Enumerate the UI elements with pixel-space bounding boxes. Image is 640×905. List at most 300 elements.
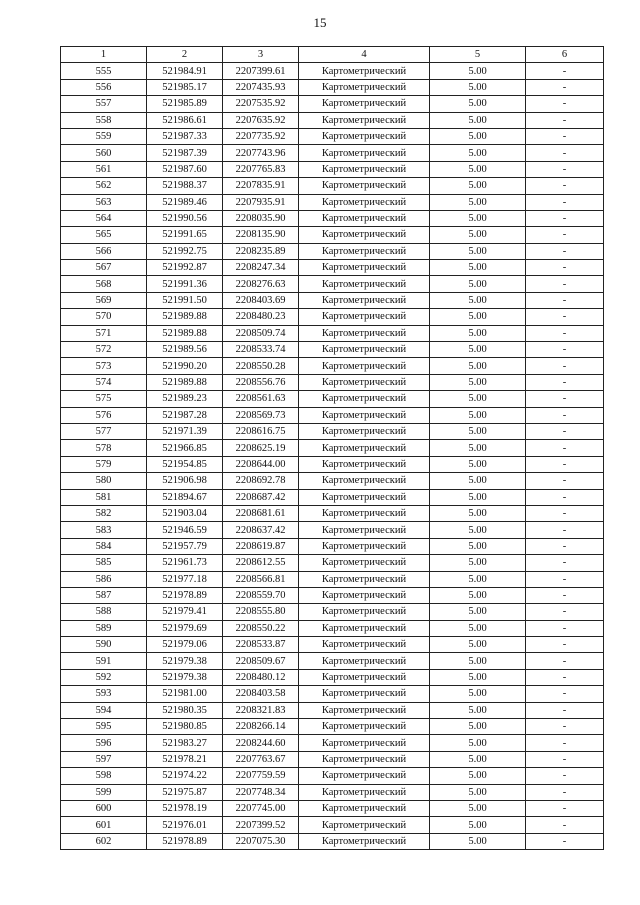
- cell-point-number: 557: [61, 96, 147, 112]
- cell-note: -: [526, 63, 604, 79]
- table-row: [61, 555, 604, 571]
- cell-coord-x: 521980.85: [147, 719, 223, 735]
- cell-note: -: [526, 833, 604, 849]
- cell-method: Картометрический: [299, 145, 430, 161]
- cell-method: Картометрический: [299, 751, 430, 767]
- cell-accuracy: 5.00: [430, 440, 526, 456]
- cell-method: Картометрический: [299, 686, 430, 702]
- cell-coord-x: 521979.41: [147, 604, 223, 620]
- cell-coord-y: 2208612.55: [223, 555, 299, 571]
- cell-point-number: 581: [61, 489, 147, 505]
- table-row: [61, 735, 604, 751]
- cell-coord-x: 521981.00: [147, 686, 223, 702]
- table-row: [61, 96, 604, 112]
- cell-accuracy: 5.00: [430, 358, 526, 374]
- cell-note: -: [526, 505, 604, 521]
- cell-accuracy: 5.00: [430, 817, 526, 833]
- cell-note: -: [526, 784, 604, 800]
- cell-point-number: 589: [61, 620, 147, 636]
- cell-method: Картометрический: [299, 800, 430, 816]
- cell-point-number: 556: [61, 79, 147, 95]
- cell-accuracy: 5.00: [430, 161, 526, 177]
- cell-point-number: 597: [61, 751, 147, 767]
- cell-method: Картометрический: [299, 292, 430, 308]
- cell-method: Картометрический: [299, 161, 430, 177]
- cell-method: Картометрический: [299, 702, 430, 718]
- cell-point-number: 567: [61, 260, 147, 276]
- cell-coord-x: 521980.35: [147, 702, 223, 718]
- cell-coord-x: 521984.91: [147, 63, 223, 79]
- cell-method: Картометрический: [299, 587, 430, 603]
- table-row: [61, 473, 604, 489]
- cell-coord-y: 2208619.87: [223, 538, 299, 554]
- cell-coord-y: 2208625.19: [223, 440, 299, 456]
- table-row: [61, 423, 604, 439]
- cell-coord-y: 2208687.42: [223, 489, 299, 505]
- cell-coord-x: 521989.56: [147, 342, 223, 358]
- coordinates-table: [60, 46, 604, 850]
- cell-note: -: [526, 292, 604, 308]
- cell-note: -: [526, 227, 604, 243]
- table-row: [61, 194, 604, 210]
- table-row: [61, 178, 604, 194]
- cell-coord-y: 2208480.23: [223, 309, 299, 325]
- cell-method: Картометрический: [299, 604, 430, 620]
- cell-method: Картометрический: [299, 833, 430, 849]
- cell-method: Картометрический: [299, 473, 430, 489]
- header-col-4: 4: [299, 47, 430, 63]
- cell-note: -: [526, 653, 604, 669]
- cell-note: -: [526, 309, 604, 325]
- header-col-3: 3: [223, 47, 299, 63]
- cell-method: Картометрический: [299, 112, 430, 128]
- cell-note: -: [526, 79, 604, 95]
- cell-coord-y: 2208035.90: [223, 210, 299, 226]
- cell-coord-x: 521990.56: [147, 210, 223, 226]
- cell-coord-x: 521990.20: [147, 358, 223, 374]
- cell-point-number: 574: [61, 374, 147, 390]
- cell-method: Картометрический: [299, 276, 430, 292]
- cell-point-number: 571: [61, 325, 147, 341]
- cell-note: -: [526, 768, 604, 784]
- cell-accuracy: 5.00: [430, 686, 526, 702]
- cell-point-number: 598: [61, 768, 147, 784]
- cell-note: -: [526, 358, 604, 374]
- table-row: [61, 342, 604, 358]
- cell-coord-x: 521978.21: [147, 751, 223, 767]
- cell-accuracy: 5.00: [430, 374, 526, 390]
- cell-note: -: [526, 440, 604, 456]
- cell-note: -: [526, 587, 604, 603]
- cell-accuracy: 5.00: [430, 79, 526, 95]
- cell-note: -: [526, 620, 604, 636]
- cell-coord-x: 521906.98: [147, 473, 223, 489]
- header-col-1: 1: [61, 47, 147, 63]
- cell-point-number: 562: [61, 178, 147, 194]
- table-row: [61, 79, 604, 95]
- cell-accuracy: 5.00: [430, 719, 526, 735]
- cell-accuracy: 5.00: [430, 735, 526, 751]
- header-col-2: 2: [147, 47, 223, 63]
- cell-note: -: [526, 128, 604, 144]
- cell-point-number: 585: [61, 555, 147, 571]
- cell-method: Картометрический: [299, 194, 430, 210]
- cell-point-number: 564: [61, 210, 147, 226]
- cell-accuracy: 5.00: [430, 227, 526, 243]
- cell-accuracy: 5.00: [430, 473, 526, 489]
- cell-accuracy: 5.00: [430, 505, 526, 521]
- cell-note: -: [526, 686, 604, 702]
- table-row: [61, 145, 604, 161]
- cell-coord-x: 521957.79: [147, 538, 223, 554]
- cell-accuracy: 5.00: [430, 260, 526, 276]
- cell-note: -: [526, 702, 604, 718]
- cell-accuracy: 5.00: [430, 112, 526, 128]
- cell-accuracy: 5.00: [430, 276, 526, 292]
- cell-point-number: 563: [61, 194, 147, 210]
- cell-coord-x: 521971.39: [147, 423, 223, 439]
- cell-method: Картометрический: [299, 571, 430, 587]
- table-row: [61, 505, 604, 521]
- cell-coord-y: 2208569.73: [223, 407, 299, 423]
- cell-coord-y: 2208480.12: [223, 669, 299, 685]
- cell-coord-x: 521978.19: [147, 800, 223, 816]
- cell-note: -: [526, 325, 604, 341]
- cell-accuracy: 5.00: [430, 342, 526, 358]
- cell-coord-x: 521989.23: [147, 391, 223, 407]
- cell-coord-y: 2207535.92: [223, 96, 299, 112]
- cell-accuracy: 5.00: [430, 489, 526, 505]
- cell-method: Картометрический: [299, 538, 430, 554]
- cell-method: Картометрический: [299, 817, 430, 833]
- table-row: [61, 538, 604, 554]
- table-row: [61, 833, 604, 849]
- cell-accuracy: 5.00: [430, 309, 526, 325]
- table-row: [61, 669, 604, 685]
- cell-point-number: 592: [61, 669, 147, 685]
- cell-coord-y: 2208644.00: [223, 456, 299, 472]
- cell-accuracy: 5.00: [430, 555, 526, 571]
- cell-accuracy: 5.00: [430, 538, 526, 554]
- table-row: [61, 800, 604, 816]
- cell-coord-y: 2208561.63: [223, 391, 299, 407]
- cell-note: -: [526, 374, 604, 390]
- table-row: [61, 686, 604, 702]
- cell-coord-y: 2207743.96: [223, 145, 299, 161]
- table-row: [61, 243, 604, 259]
- cell-note: -: [526, 555, 604, 571]
- cell-coord-y: 2208692.78: [223, 473, 299, 489]
- cell-accuracy: 5.00: [430, 620, 526, 636]
- cell-coord-y: 2208533.87: [223, 637, 299, 653]
- table-row: [61, 374, 604, 390]
- cell-method: Картометрический: [299, 440, 430, 456]
- table-row: [61, 358, 604, 374]
- cell-note: -: [526, 194, 604, 210]
- cell-note: -: [526, 538, 604, 554]
- cell-method: Картометрический: [299, 260, 430, 276]
- cell-note: -: [526, 161, 604, 177]
- table-row: [61, 276, 604, 292]
- cell-accuracy: 5.00: [430, 210, 526, 226]
- cell-note: -: [526, 522, 604, 538]
- table-row: [61, 325, 604, 341]
- cell-coord-x: 521988.37: [147, 178, 223, 194]
- page-number: 15: [313, 15, 327, 30]
- cell-point-number: 590: [61, 637, 147, 653]
- table-body: [61, 63, 604, 850]
- cell-coord-y: 2208135.90: [223, 227, 299, 243]
- cell-coord-x: 521979.38: [147, 669, 223, 685]
- cell-point-number: 600: [61, 800, 147, 816]
- cell-method: Картометрический: [299, 784, 430, 800]
- table-row: [61, 391, 604, 407]
- cell-method: Картометрический: [299, 407, 430, 423]
- cell-coord-x: 521987.33: [147, 128, 223, 144]
- cell-coord-y: 2207399.52: [223, 817, 299, 833]
- cell-note: -: [526, 391, 604, 407]
- cell-coord-y: 2207748.34: [223, 784, 299, 800]
- cell-accuracy: 5.00: [430, 243, 526, 259]
- cell-coord-y: 2208616.75: [223, 423, 299, 439]
- cell-note: -: [526, 112, 604, 128]
- cell-coord-x: 521992.75: [147, 243, 223, 259]
- cell-coord-y: 2208509.74: [223, 325, 299, 341]
- table-row: [61, 768, 604, 784]
- table-row: [61, 620, 604, 636]
- cell-accuracy: 5.00: [430, 194, 526, 210]
- cell-coord-y: 2207765.83: [223, 161, 299, 177]
- cell-method: Картометрический: [299, 96, 430, 112]
- cell-coord-y: 2207075.30: [223, 833, 299, 849]
- table-row: [61, 653, 604, 669]
- cell-accuracy: 5.00: [430, 800, 526, 816]
- cell-method: Картометрический: [299, 391, 430, 407]
- cell-accuracy: 5.00: [430, 522, 526, 538]
- cell-method: Картометрический: [299, 653, 430, 669]
- table-row: [61, 751, 604, 767]
- cell-method: Картометрический: [299, 719, 430, 735]
- cell-note: -: [526, 178, 604, 194]
- cell-coord-x: 521954.85: [147, 456, 223, 472]
- cell-accuracy: 5.00: [430, 456, 526, 472]
- cell-method: Картометрический: [299, 243, 430, 259]
- cell-method: Картометрический: [299, 374, 430, 390]
- cell-method: Картометрический: [299, 489, 430, 505]
- table-row: [61, 587, 604, 603]
- cell-coord-y: 2208533.74: [223, 342, 299, 358]
- header-col-5: 5: [430, 47, 526, 63]
- cell-point-number: 568: [61, 276, 147, 292]
- header-col-6: 6: [526, 47, 604, 63]
- cell-method: Картометрический: [299, 505, 430, 521]
- cell-coord-x: 521979.69: [147, 620, 223, 636]
- cell-coord-y: 2208559.70: [223, 587, 299, 603]
- table-row: [61, 260, 604, 276]
- cell-point-number: 575: [61, 391, 147, 407]
- cell-coord-x: 521987.28: [147, 407, 223, 423]
- cell-method: Картометрический: [299, 79, 430, 95]
- cell-coord-x: 521961.73: [147, 555, 223, 571]
- cell-coord-y: 2208276.63: [223, 276, 299, 292]
- cell-note: -: [526, 243, 604, 259]
- cell-note: -: [526, 489, 604, 505]
- cell-coord-y: 2208566.81: [223, 571, 299, 587]
- cell-coord-y: 2208235.89: [223, 243, 299, 259]
- cell-point-number: 576: [61, 407, 147, 423]
- cell-coord-y: 2207835.91: [223, 178, 299, 194]
- cell-point-number: 588: [61, 604, 147, 620]
- header-row: [61, 47, 604, 63]
- cell-accuracy: 5.00: [430, 391, 526, 407]
- cell-coord-y: 2207399.61: [223, 63, 299, 79]
- cell-point-number: 569: [61, 292, 147, 308]
- cell-note: -: [526, 817, 604, 833]
- cell-coord-x: 521989.88: [147, 374, 223, 390]
- cell-coord-x: 521989.88: [147, 309, 223, 325]
- cell-accuracy: 5.00: [430, 178, 526, 194]
- cell-note: -: [526, 604, 604, 620]
- table-row: [61, 161, 604, 177]
- cell-coord-x: 521979.38: [147, 653, 223, 669]
- cell-point-number: 594: [61, 702, 147, 718]
- cell-point-number: 582: [61, 505, 147, 521]
- cell-point-number: 595: [61, 719, 147, 735]
- cell-coord-x: 521979.06: [147, 637, 223, 653]
- cell-accuracy: 5.00: [430, 784, 526, 800]
- cell-coord-y: 2208637.42: [223, 522, 299, 538]
- cell-coord-y: 2207745.00: [223, 800, 299, 816]
- cell-coord-x: 521989.88: [147, 325, 223, 341]
- cell-coord-x: 521986.61: [147, 112, 223, 128]
- cell-point-number: 560: [61, 145, 147, 161]
- table-header: [61, 47, 604, 63]
- cell-note: -: [526, 407, 604, 423]
- cell-coord-y: 2208509.67: [223, 653, 299, 669]
- cell-method: Картометрический: [299, 522, 430, 538]
- cell-coord-x: 521983.27: [147, 735, 223, 751]
- cell-coord-y: 2208550.28: [223, 358, 299, 374]
- cell-accuracy: 5.00: [430, 604, 526, 620]
- cell-note: -: [526, 145, 604, 161]
- cell-accuracy: 5.00: [430, 669, 526, 685]
- cell-note: -: [526, 571, 604, 587]
- cell-method: Картометрический: [299, 669, 430, 685]
- cell-accuracy: 5.00: [430, 145, 526, 161]
- cell-accuracy: 5.00: [430, 571, 526, 587]
- cell-point-number: 579: [61, 456, 147, 472]
- cell-method: Картометрический: [299, 342, 430, 358]
- cell-accuracy: 5.00: [430, 768, 526, 784]
- table-row: [61, 210, 604, 226]
- cell-method: Картометрический: [299, 227, 430, 243]
- cell-point-number: 587: [61, 587, 147, 603]
- cell-accuracy: 5.00: [430, 423, 526, 439]
- cell-point-number: 586: [61, 571, 147, 587]
- cell-coord-y: 2207735.92: [223, 128, 299, 144]
- cell-coord-x: 521966.85: [147, 440, 223, 456]
- cell-point-number: 555: [61, 63, 147, 79]
- cell-coord-x: 521985.89: [147, 96, 223, 112]
- cell-point-number: 580: [61, 473, 147, 489]
- cell-note: -: [526, 342, 604, 358]
- cell-coord-y: 2207935.91: [223, 194, 299, 210]
- table-row: [61, 227, 604, 243]
- table-row: [61, 309, 604, 325]
- cell-coord-y: 2208321.83: [223, 702, 299, 718]
- cell-point-number: 570: [61, 309, 147, 325]
- cell-point-number: 599: [61, 784, 147, 800]
- cell-coord-y: 2208403.69: [223, 292, 299, 308]
- cell-accuracy: 5.00: [430, 702, 526, 718]
- cell-coord-x: 521978.89: [147, 587, 223, 603]
- cell-coord-y: 2207759.59: [223, 768, 299, 784]
- table-row: [61, 571, 604, 587]
- cell-coord-x: 521987.39: [147, 145, 223, 161]
- cell-accuracy: 5.00: [430, 292, 526, 308]
- table-row: [61, 719, 604, 735]
- table-row: [61, 637, 604, 653]
- cell-point-number: 591: [61, 653, 147, 669]
- cell-note: -: [526, 473, 604, 489]
- cell-coord-y: 2208681.61: [223, 505, 299, 521]
- cell-method: Картометрический: [299, 768, 430, 784]
- cell-note: -: [526, 260, 604, 276]
- table-row: [61, 128, 604, 144]
- cell-coord-x: 521991.65: [147, 227, 223, 243]
- cell-accuracy: 5.00: [430, 325, 526, 341]
- table-row: [61, 702, 604, 718]
- cell-note: -: [526, 456, 604, 472]
- cell-method: Картометрический: [299, 128, 430, 144]
- cell-method: Картометрический: [299, 456, 430, 472]
- cell-point-number: 601: [61, 817, 147, 833]
- cell-coord-x: 521977.18: [147, 571, 223, 587]
- cell-coord-x: 521991.50: [147, 292, 223, 308]
- cell-accuracy: 5.00: [430, 833, 526, 849]
- table-row: [61, 456, 604, 472]
- cell-method: Картометрический: [299, 358, 430, 374]
- cell-coord-y: 2207435.93: [223, 79, 299, 95]
- cell-note: -: [526, 800, 604, 816]
- table-row: [61, 440, 604, 456]
- table-row: [61, 63, 604, 79]
- cell-accuracy: 5.00: [430, 128, 526, 144]
- cell-coord-x: 521975.87: [147, 784, 223, 800]
- cell-point-number: 578: [61, 440, 147, 456]
- cell-accuracy: 5.00: [430, 96, 526, 112]
- cell-coord-x: 521991.36: [147, 276, 223, 292]
- cell-accuracy: 5.00: [430, 63, 526, 79]
- cell-method: Картометрический: [299, 637, 430, 653]
- cell-coord-y: 2208244.60: [223, 735, 299, 751]
- cell-coord-x: 521903.04: [147, 505, 223, 521]
- cell-point-number: 565: [61, 227, 147, 243]
- cell-accuracy: 5.00: [430, 637, 526, 653]
- cell-accuracy: 5.00: [430, 587, 526, 603]
- cell-coord-y: 2208266.14: [223, 719, 299, 735]
- cell-method: Картометрический: [299, 325, 430, 341]
- cell-note: -: [526, 637, 604, 653]
- table-row: [61, 522, 604, 538]
- cell-method: Картометрический: [299, 63, 430, 79]
- cell-point-number: 558: [61, 112, 147, 128]
- cell-method: Картометрический: [299, 555, 430, 571]
- cell-note: -: [526, 210, 604, 226]
- table-row: [61, 292, 604, 308]
- cell-point-number: 572: [61, 342, 147, 358]
- cell-point-number: 573: [61, 358, 147, 374]
